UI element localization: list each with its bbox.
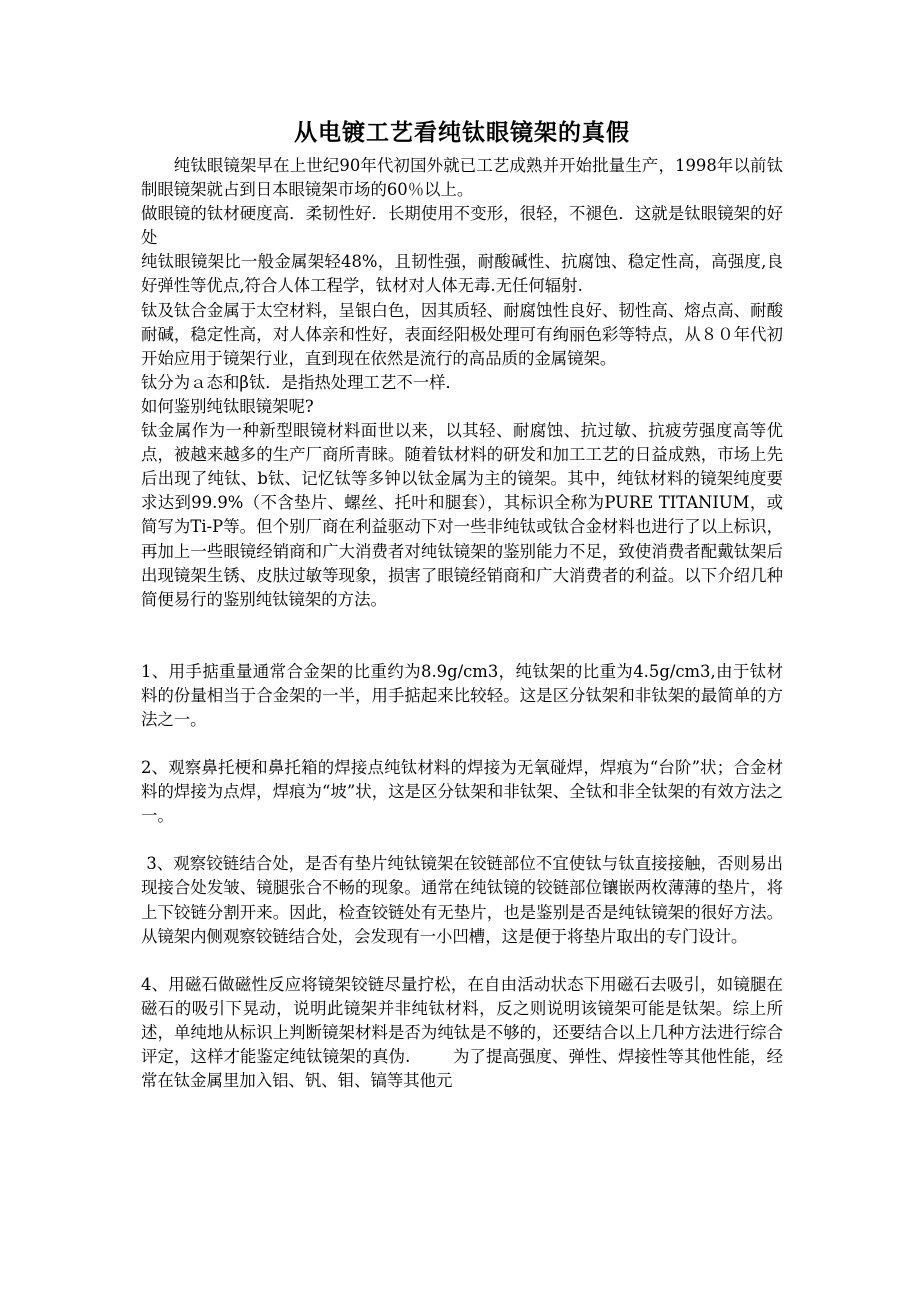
paragraph-titanium-types: 钛分为ａ态和β钛．是指热处理工艺不一样． [141, 372, 462, 392]
blank-space [141, 828, 783, 852]
paragraph-material: 钛及钛合金属于太空材料，呈银白色，因其质轻、耐腐蚀性良好、韧性高、熔点高、耐酸耐碱，稳定性高，对人体亲和性好，表面经阳极处理可有绚丽色彩等特点，从８０年代初开始应用于镜架行业，直到现在依然是流行的高品质的金属镜架。 [141, 300, 783, 368]
paragraph-question: 如何鉴别纯钛眼镜架呢? [141, 396, 314, 416]
paragraph-intro: 纯钛眼镜架早在上世纪90年代初国外就已工艺成熟并开始批量生产，1998年以前钛制眼镜架就占到日本眼镜架市场的60％以上。 [141, 156, 783, 200]
method-3: 3、观察铰链结合处，是否有垫片纯钛镜架在铰链部位不宜使钛与钛直接接触，否则易出现接合处发皱、镜腿张合不畅的现象。通常在纯钛镜的铰链部位镶嵌两枚薄薄的垫片，将上下铰链分割开来。因此，检查铰链处有无垫片，也是鉴别是否是纯钛镜架的很好方法。从镜架内侧观察铰链结合处，会发现有一小凹槽，这是便于将垫片取出的专门设计。 [141, 854, 783, 946]
blank-space [141, 732, 783, 756]
blank-space [141, 612, 783, 660]
method-4: 4、用磁石做磁性反应将镜架铰链尽量拧松，在自由活动状态下用磁石去吸引，如镜腿在磁石的吸引下晃动，说明此镜架并非纯钛材料，反之则说明该镜架可能是钛架。综上所述，单纯地从标识上判断镜架材料是否为纯钛是不够的，还要结合以上几种方法进行综合评定，这样才能鉴定纯钛镜架的真伪. 为了提高强度、弹性、焊接性等其他性能，经常在钛金属里加入铝、钒、钼、镐等其他元 [141, 974, 783, 1091]
paragraph-hardness: 做眼镜的钛材硬度高．柔韧性好．长期使用不变形，很轻，不褪色．这就是钛眼镜架的好处 [141, 204, 783, 248]
paragraph-background: 钛金属作为一种新型眼镜材料面世以来，以其轻、耐腐蚀、抗过敏、抗疲劳强度高等优点，被越来越多的生产厂商所青睐。随着钛材料的研发和加工工艺的日益成熟，市场上先后出现了纯钛、b钛、记忆钛等多钟以钛金属为主的镜架。其中，纯钛材料的镜架纯度要求达到99.9%（不含垫片、螺丝、托叶和腿套），其标识全称为PURE TITANIUM，或简写为Ti-P等。但个别厂商在利益驱动下对一些非纯钛或钛合金材料也进行了以上标识，再加上一些眼镜经销商和广大消费者对纯钛镜架的鉴别能力不足，致使消费者配戴钛架后出现镜架生锈、皮肤过敏等现象，损害了眼镜经销商和广大消费者的利益。以下介绍几种简便易行的鉴别纯钛镜架的方法。 [141, 421, 783, 609]
method-2: 2、观察鼻托梗和鼻托箱的焊接点纯钛材料的焊接为无氧碰焊，焊痕为“台阶”状；合金材料的焊接为点焊，焊痕为“坡”状，这是区分钛架和非钛架、全钛和非全钛架的有效方法之一。 [141, 758, 783, 826]
paragraph-weight: 纯钛眼镜架比一般金属架轻48%，且韧性强，耐酸碱性、抗腐蚀、稳定性高，高强度,良好弹性等优点,符合人体工程学，钛材对人体无毒.无任何辐射. [141, 252, 783, 296]
document-page [141, 116, 783, 1093]
blank-space [141, 949, 783, 973]
method-1: 1、用手掂重量通常合金架的比重约为8.9g/cm3，纯钛架的比重为4.5g/cm3,由于钛材料的份量相当于合金架的一半，用手掂起来比较轻。这是区分钛架和非钛架的最简单的方法之一。 [141, 661, 783, 729]
document-title: 从电镀工艺看纯钛眼镜架的真假 [294, 119, 630, 146]
